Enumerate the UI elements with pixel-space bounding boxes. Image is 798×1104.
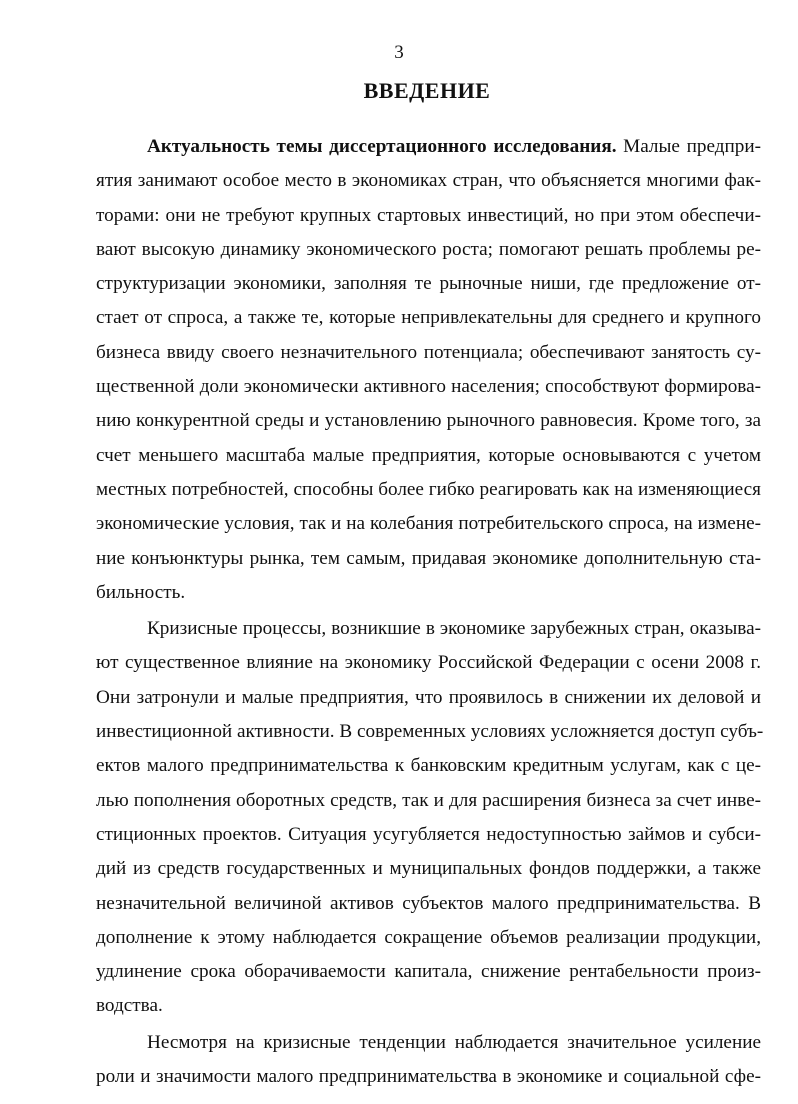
paragraph-line: Они затронули и малые предприятия, что проявилось в снижении их деловой и	[96, 686, 761, 708]
paragraph-line: щественной доли экономически активного населения; способствуют формирова-	[96, 376, 761, 398]
page-number: 3	[394, 42, 404, 63]
paragraph-line: торами: они не требуют крупных стартовых инвестиций, но при этом обеспечи-	[96, 204, 761, 226]
paragraph-line: инвестиционной активности. В современных условиях усложняется доступ субъ-	[96, 721, 764, 743]
paragraph-line	[96, 130, 761, 164]
page-title: ВВЕДЕНИЕ	[363, 78, 491, 103]
paragraph-line: экономические условия, так и на колебания потребительского спроса, на измене-	[96, 513, 761, 535]
paragraph-line: счет меньшего масштаба малые предприятия, которые основываются с учетом	[96, 444, 761, 466]
paragraph-line: лью пополнения оборотных средств, так и для расширения бизнеса за счет инве-	[96, 789, 761, 811]
paragraph-line: стиционных проектов. Ситуация усугубляется недоступностью займов и субси-	[96, 823, 761, 845]
paragraph-line: дий из средств государственных и муниципальных фондов поддержки, а также	[96, 858, 761, 880]
paragraph-line: стает от спроса, а также те, которые непривлекательны для среднего и крупного	[96, 307, 761, 329]
paragraph-line: водства.	[96, 995, 163, 1017]
paragraph-line: дополнение к этому наблюдается сокращение объемов реализации продукции,	[96, 926, 761, 948]
paragraph-line: удлинение срока оборачиваемости капитала, снижение рентабельности произ-	[96, 961, 761, 983]
paragraph-line: вают высокую динамику экономического роста; помогают решать проблемы ре-	[96, 238, 761, 260]
paragraph-line: Кризисные процессы, возникшие в экономике зарубежных стран, оказыва-	[147, 618, 761, 640]
paragraph-lead: Актуальность темы диссертационного исследования.	[147, 136, 617, 157]
paragraph-line: ектов малого предпринимательства к банковским кредитным услугам, как с це-	[96, 755, 761, 777]
paragraph-line-text: Малые предпри-	[616, 136, 761, 157]
paragraph-line: ние конъюнктуры рынка, тем самым, придавая экономике дополнительную ста-	[96, 547, 761, 569]
paragraph-line: структуризации экономики, заполняя те рыночные ниши, где предложение от-	[96, 273, 761, 295]
paragraph-line: бизнеса ввиду своего незначительного потенциала; обеспечивают занятость су-	[96, 341, 761, 363]
paragraph-line: местных потребностей, способны более гибко реагировать как на изменяющиеся	[96, 478, 761, 500]
paragraph-line: нию конкурентной среды и установлению рыночного равновесия. Кроме того, за	[96, 410, 761, 432]
paragraph-line: ют существенное влияние на экономику Российской Федерации с осени 2008 г.	[96, 652, 761, 674]
paragraph-line: незначительной величиной активов субъектов малого предпринимательства. В	[96, 892, 761, 914]
paragraph-line: Несмотря на кризисные тенденции наблюдается значительное усиление	[147, 1031, 761, 1053]
paragraph-line: бильность.	[96, 581, 186, 603]
paragraph-line: роли и значимости малого предпринимательства в экономике и социальной сфе-	[96, 1066, 761, 1088]
body-text	[96, 130, 764, 1094]
paragraph-line: ятия занимают особое место в экономиках стран, что объясняется многими фак-	[96, 170, 761, 192]
